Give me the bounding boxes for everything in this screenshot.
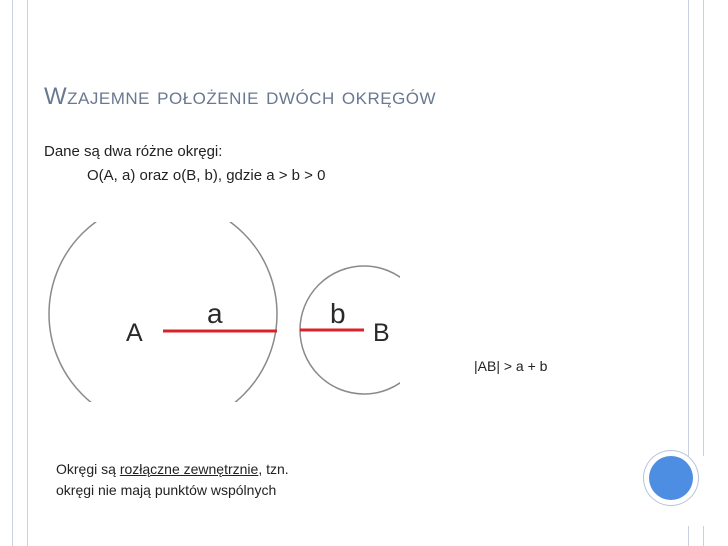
- radius-b-label: b: [330, 298, 346, 329]
- left-frame-lines: [12, 0, 28, 546]
- center-a-label: A: [126, 319, 143, 347]
- conclusion-line-2: okręgi nie mają punktów wspólnych: [56, 482, 277, 498]
- radius-a-label: a: [207, 298, 223, 329]
- conclusion-part1: Okręgi są: [56, 461, 120, 477]
- center-b-label: B: [373, 319, 390, 347]
- formula-text: O(A, a) oraz o(B, b), gdzie a > b > 0: [87, 167, 326, 184]
- big-circle: [49, 222, 277, 402]
- conclusion-part2: , tzn.: [258, 461, 289, 477]
- slide-title: Wzajemne położenie dwóch okręgów: [44, 83, 437, 110]
- intro-text: Dane są dwa różne okręgi:: [44, 143, 223, 160]
- conclusion-line-1: [56, 459, 289, 480]
- condition-text: |AB| > a + b: [474, 358, 548, 374]
- right-frame-lines: [688, 0, 704, 546]
- conclusion-text: [56, 459, 289, 501]
- decorative-circle-icon: [649, 456, 693, 500]
- conclusion-emphasis: rozłączne zewnętrznie: [119, 461, 259, 477]
- circles-diagram: [40, 222, 400, 402]
